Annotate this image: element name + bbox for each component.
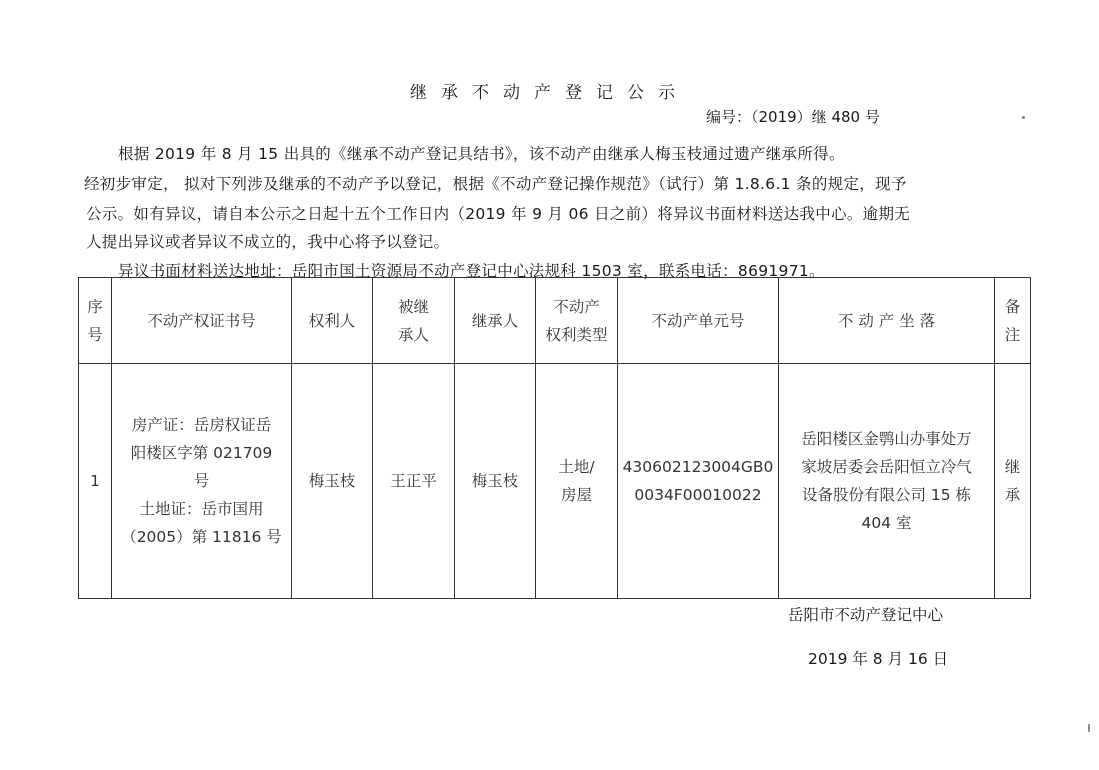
- cell-unit-number: 430602123004GB0 0034F00010022: [618, 364, 779, 599]
- signature-organization: 岳阳市不动产登记中心: [788, 606, 944, 624]
- registration-table: [78, 277, 1031, 599]
- header-certificate-number: 不动产权证书号: [112, 278, 292, 364]
- table-header-row: [79, 278, 1031, 364]
- header-right-holder: 权利人: [292, 278, 373, 364]
- header-remark: 备 注: [995, 278, 1031, 364]
- scan-speck: [1022, 116, 1025, 119]
- cell-right-type: 土地/ 房屋: [536, 364, 618, 599]
- header-unit-number: 不动产单元号: [618, 278, 779, 364]
- objection-address: 异议书面材料送达地址：岳阳市国土资源局不动产登记中心法规科 1503 室，联系电话：8691971。: [118, 262, 825, 280]
- cell-location: 岳阳楼区金鹗山办事处万 家坡居委会岳阳恒立冷气 设备股份有限公司 15 栋 404 室: [779, 364, 995, 599]
- cell-heir: 梅玉枝: [455, 364, 536, 599]
- cell-certificate: 房产证：岳房权证岳 阳楼区字第 021709 号 土地证：岳市国用 （2005）第 11816 号: [112, 364, 292, 599]
- header-index: 序 号: [79, 278, 112, 364]
- header-decedent: 被继 承人: [373, 278, 455, 364]
- document-number: 编号：（2019）继 480 号: [706, 108, 880, 126]
- paragraph-3: 公示。如有异议，请自本公示之日起十五个工作日内（2019 年 9 月 06 日之前）将异议书面材料送达我中心。逾期无: [86, 205, 911, 223]
- cell-index: 1: [79, 364, 112, 599]
- cell-decedent: 王正平: [373, 364, 455, 599]
- scan-speck: [1088, 724, 1090, 732]
- paragraph-2: 经初步审定， 拟对下列涉及继承的不动产予以登记，根据《不动产登记操作规范》（试行）第 1.8.6.1 条的规定，现予: [84, 175, 907, 193]
- header-location: 不 动 产 坐 落: [779, 278, 995, 364]
- cell-right-holder: 梅玉枝: [292, 364, 373, 599]
- document-title: 继承不动产登记公示: [410, 83, 689, 103]
- table-row: [79, 364, 1031, 599]
- paragraph-4: 人提出异议或者异议不成立的，我中心将予以登记。: [86, 233, 450, 251]
- header-right-type: 不动产 权利类型: [536, 278, 618, 364]
- header-heir: 继承人: [455, 278, 536, 364]
- signature-date: 2019 年 8 月 16 日: [808, 650, 949, 668]
- paragraph-1: 根据 2019 年 8 月 15 出具的《继承不动产登记具结书》，该不动产由继承人梅玉枝通过遗产继承所得。: [118, 145, 845, 163]
- cell-remark: 继 承: [995, 364, 1031, 599]
